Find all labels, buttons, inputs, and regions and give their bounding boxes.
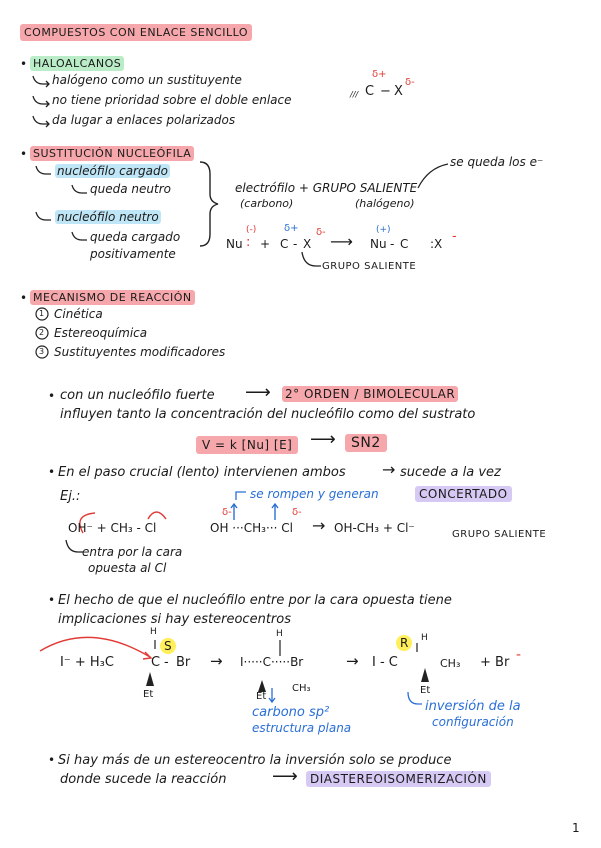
section-heading-mecanismo: MECANISMO DE REACCIÓN	[30, 290, 195, 305]
s-config-label: S	[160, 638, 176, 654]
charge-minus: -	[452, 229, 457, 244]
nucleophile-neutral-note: positivamente	[90, 247, 176, 261]
ethyl-label: Et	[256, 691, 267, 702]
partial-negative: δ-	[292, 507, 302, 518]
arrow: →	[346, 652, 359, 670]
formula-bond: −	[380, 84, 391, 99]
charge-minus: -	[516, 647, 522, 663]
substrate-left: I⁻ + H₃C	[60, 655, 114, 670]
halogeno-note: (halógeno)	[355, 197, 415, 210]
formula-wedge: ///	[350, 90, 359, 99]
section-heading-sustitucion: SUSTITUCIÓN NUCLEÓFILA	[30, 146, 194, 161]
product-carbon: C	[400, 237, 409, 251]
product-molecule: I - C	[372, 655, 398, 670]
halogen-symbol: X	[303, 237, 312, 251]
rate-law: V = k [Nu] [E]	[196, 436, 298, 454]
electrophile-text: electrófilo + GRUPO SALIENTE	[235, 181, 418, 195]
nucleophile-neutral: nucleófilo neutro	[57, 210, 159, 224]
bullet-dot: •	[48, 389, 56, 403]
bullet-dot: •	[48, 593, 56, 607]
product-equation: OH-CH₃ + Cl⁻	[334, 521, 415, 535]
hydrogen-label: H	[276, 629, 283, 639]
page-title: COMPUESTOS CON ENLACE SENCILLO	[20, 24, 252, 41]
number-marker: 3	[39, 347, 45, 356]
quedae-note: se queda los e⁻	[450, 155, 544, 169]
entry-note: opuesta al Cl	[88, 561, 167, 575]
arrow: →	[312, 516, 326, 535]
charge-minus: (-)	[246, 225, 257, 235]
nucleophile-charged: nucleófilo cargado	[57, 164, 168, 178]
bullet-dot: •	[20, 57, 28, 71]
arrow: →	[210, 652, 223, 670]
bullet-dot: •	[20, 147, 28, 161]
partial-negative: δ-	[316, 227, 326, 238]
sn2-label: SN2	[345, 434, 387, 452]
stereo-text: implicaciones si hay estereocentros	[58, 612, 291, 627]
break-form-note: se rompen y generan	[250, 487, 379, 501]
nucleophile-symbol: Nu	[226, 237, 243, 251]
leaving-group: :X	[430, 237, 443, 251]
bond-dash: -	[293, 237, 298, 251]
leaving-group-label: GRUPO SALIENTE	[452, 529, 547, 540]
multi-stereo-text: donde sucede la reacción	[60, 772, 227, 787]
arrow: ⟶	[310, 429, 336, 450]
number-marker: 2	[39, 328, 45, 337]
list-item: halógeno como un sustituyente	[52, 73, 242, 87]
lone-pair: :	[246, 235, 251, 250]
bromide-product: + Br	[480, 655, 510, 670]
methyl-label: CH₃	[292, 683, 311, 694]
inversion-note: configuración	[432, 715, 514, 729]
methyl-label: CH₃	[440, 657, 461, 670]
planar-note: estructura plana	[252, 721, 352, 735]
list-item: Sustituyentes modificadores	[54, 345, 226, 359]
section-heading-haloalcanos: HALOALCANOS	[30, 56, 124, 71]
carbon-symbol: C	[280, 237, 289, 251]
partial-negative: δ-	[405, 77, 415, 88]
arrow: ⟶	[245, 382, 271, 403]
hydrogen-label: H	[150, 627, 157, 637]
r-config-label: R	[396, 635, 412, 651]
partial-positive: δ+	[372, 69, 387, 80]
transition-state: I·····C·····Br	[240, 655, 304, 669]
reactant-equation: OH⁻ + CH₃ - Cl	[68, 521, 157, 535]
bullet-dot: •	[20, 291, 28, 305]
list-item: Estereoquímica	[54, 326, 148, 340]
nucleophile-charged-note: queda neutro	[90, 182, 171, 196]
bond-dash: -	[164, 655, 169, 670]
list-item: no tiene prioridad sobre el doble enlace	[52, 93, 292, 107]
arrow: →	[382, 460, 396, 479]
hydrogen-label: H	[421, 633, 428, 643]
multi-stereo-text: Si hay más de un estereocentro la inversión solo se produce	[58, 753, 452, 768]
nucleophile-neutral-note: queda cargado	[90, 230, 181, 244]
partial-positive: δ+	[284, 223, 299, 234]
page-number: 1	[572, 821, 580, 835]
leaving-group-label: GRUPO SALIENTE	[322, 261, 417, 272]
formula-halogen: X	[394, 84, 403, 99]
entry-note: entra por la cara	[82, 545, 183, 559]
concentration-text: influyen tanto la concentración del nucleófilo como del sustrato	[60, 407, 476, 422]
reaction-arrow: ⟶	[330, 232, 353, 251]
inversion-note: inversión de la	[425, 699, 521, 714]
formula-carbon: C	[365, 84, 375, 99]
bond-dash: -	[390, 237, 395, 251]
carbono-note: (carbono)	[240, 197, 294, 210]
arrow: ⟶	[272, 766, 298, 787]
plus-sign: +	[260, 237, 271, 251]
substrate-carbon: C	[151, 655, 161, 670]
concerted-label: CONCERTADO	[415, 486, 512, 502]
sp2-note: carbono sp²	[252, 705, 330, 720]
example-label: Ej.:	[60, 489, 81, 504]
substrate-bromine: Br	[176, 655, 191, 670]
product-nucleophile: Nu	[370, 237, 387, 251]
simultaneous-text: sucede a la vez	[400, 465, 501, 480]
second-order-label: 2° ORDEN / BIMOLECULAR	[282, 386, 458, 402]
diastereo-label: DIASTEREOISOMERIZACIÓN	[306, 771, 491, 787]
list-item: da lugar a enlaces polarizados	[52, 113, 236, 127]
stereo-text: El hecho de que el nucleófilo entre por la cara opuesta tiene	[58, 593, 452, 608]
bullet-dot: •	[48, 465, 56, 479]
ethyl-label: Et	[143, 689, 154, 700]
bullet-dot: •	[48, 753, 56, 767]
strong-nucleophile-text: con un nucleófilo fuerte	[60, 388, 215, 403]
crucial-step-text: En el paso crucial (lento) intervienen ambos	[58, 465, 346, 480]
list-item: Cinética	[54, 307, 103, 321]
number-marker: 1	[39, 309, 45, 318]
ethyl-label: Et	[420, 685, 431, 696]
transition-state: OH ···CH₃··· Cl	[210, 521, 293, 535]
partial-negative: δ-	[222, 507, 232, 518]
charge-plus: (+)	[376, 225, 391, 235]
